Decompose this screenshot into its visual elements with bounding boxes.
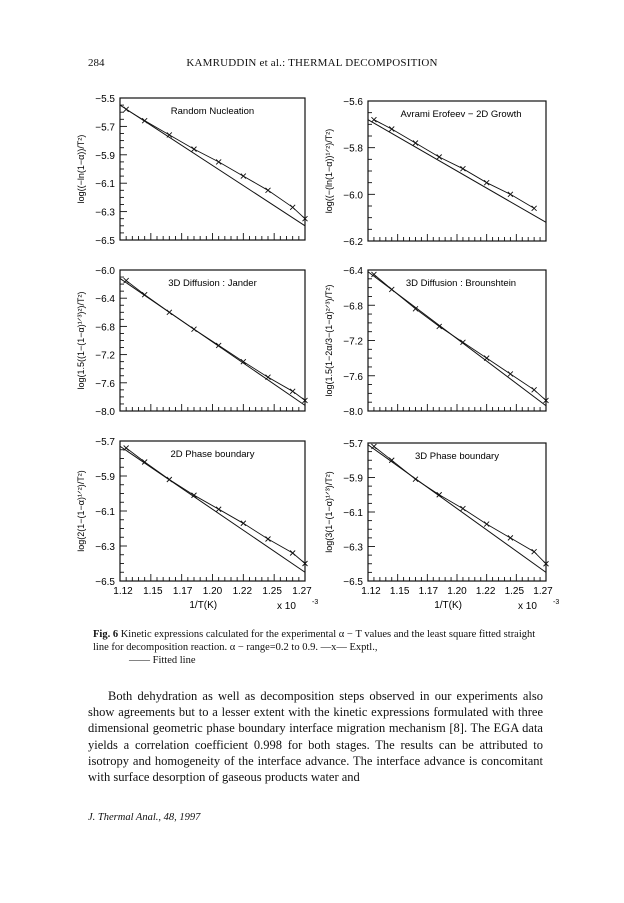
panel-3-ytick-label: −6.4 <box>95 294 115 306</box>
panel-6-xmult: x 10 <box>518 601 537 612</box>
body-paragraph <box>88 688 543 785</box>
panel-6-ytick-label: −5.7 <box>343 439 363 450</box>
panel-6-xlabel: 1/T(K) <box>434 600 462 611</box>
panel-6-ytick-label: −5.9 <box>343 473 363 485</box>
panel-1-ytick-label: −6.5 <box>95 236 115 247</box>
panel-1-ytick-label: −5.7 <box>95 122 115 134</box>
panel-6-xtick-label: 1.15 <box>389 586 410 597</box>
panel-2-exptl-point <box>389 127 394 132</box>
panel-5-ytick-label: −6.5 <box>95 577 115 588</box>
panel-2-exptl-point <box>460 166 465 171</box>
panel-4-exptl-point <box>532 387 537 392</box>
panel-6-exptl-point <box>484 522 489 527</box>
panel-1-frame <box>120 98 305 240</box>
panel-5-xmult: x 10 <box>277 601 296 612</box>
panel-4-ytick-label: −8.0 <box>343 407 363 418</box>
panel-5-ytick-label: −5.9 <box>95 472 115 483</box>
panel-6-exptl-point <box>371 444 376 449</box>
panel-3-title: 3D Diffusion : Jander <box>168 278 257 289</box>
footer-citation: J. Thermal Anal., 48, 1997 <box>88 812 201 823</box>
panel-5-fitted-line <box>120 446 305 572</box>
panel-1-exptl-line <box>126 109 305 218</box>
panel-6-xexp: -3 <box>553 599 560 606</box>
panel-5-xtick-label: 1.17 <box>172 586 193 597</box>
panel-5-xtick-label: 1.27 <box>292 586 312 597</box>
panel-5-exptl-point <box>124 446 129 451</box>
panel-6-ytick-label: −6.1 <box>343 508 363 519</box>
panel-5-xtick-label: 1.20 <box>202 586 223 597</box>
panel-5-exptl-line <box>126 448 305 564</box>
panel-5-xtick-label: 1.22 <box>232 586 253 597</box>
panel-2-title: Avrami Erofeev − 2D Growth <box>400 109 522 120</box>
panel-5-ytick-label: −6.3 <box>95 542 115 553</box>
panel-5-ytick-label: −5.7 <box>95 437 115 448</box>
panel-3-ytick-label: −6.8 <box>95 322 115 334</box>
panel-2-exptl-point <box>413 141 418 146</box>
panel-4-exptl-point <box>508 371 513 376</box>
panel-5-title: 2D Phase boundary <box>170 449 255 460</box>
panel-2-ylabel: log((−(ln(1−α))¹ᐟ²)/T²) <box>324 128 334 214</box>
panel-1-exptl-point <box>290 205 295 210</box>
figure-caption <box>93 628 553 667</box>
panel-6-ylabel: log(3(1−(1−α)¹ᐟ³)/T²) <box>324 471 334 553</box>
panel-5-exptl-point <box>266 537 271 542</box>
panel-5-xlabel: 1/T(K) <box>189 600 218 611</box>
panel-1-ytick-label: −6.3 <box>95 207 115 219</box>
panel-4-exptl-point <box>389 287 394 292</box>
panel-1-exptl-point <box>192 147 197 152</box>
panel-5-xexp: -3 <box>312 599 319 606</box>
panel-6-xtick-label: 1.17 <box>418 586 439 597</box>
panel-6-xtick-label: 1.27 <box>533 586 553 597</box>
caption-label: Fig. 6 <box>93 629 119 640</box>
panel-6-ytick-label: −6.3 <box>343 542 363 554</box>
panel-2-fitted-line <box>368 120 546 223</box>
panel-5-ylabel: log(2(1−(1−α)¹ᐟ²)/T²) <box>76 470 86 552</box>
caption-line2: —— Fitted line <box>129 655 196 666</box>
panel-5-exptl-point <box>241 521 246 526</box>
page-number: 284 <box>88 57 105 69</box>
panel-4-ytick-label: −6.4 <box>343 266 363 277</box>
panel-1-ylabel: log((−ln(1−α))/T²) <box>76 134 86 204</box>
panel-6-fitted-line <box>368 445 546 573</box>
panel-1-exptl-point <box>167 132 172 137</box>
panel-1-fitted-line <box>120 105 305 226</box>
paragraph-text: Both dehydration as well as decomposition steps observed in our experiments also show agreements but to a lesser extent with the kinetic expressions formulated with three dimensional geometric phase boundary interface migration mechanism [8]. The EGA data yields a correlation coefficient 0.998 for both stages. The results can be attributed to isotropy and homogeneity of the interface advance. The interface advance is concomitant with surface desorption of gaseous products water and <box>88 689 543 785</box>
panel-5-exptl-point <box>216 507 221 512</box>
panel-1-exptl-point <box>241 174 246 179</box>
panel-5-frame <box>120 441 305 581</box>
panel-6-exptl-point <box>508 535 513 540</box>
panel-4-ytick-label: −7.2 <box>343 336 363 348</box>
panel-6-ytick-label: −6.5 <box>343 577 363 588</box>
panel-2-ytick-label: −5.8 <box>343 143 363 155</box>
panel-1-exptl-point <box>266 188 271 193</box>
panel-3-exptl-point <box>192 327 197 332</box>
panel-3-ytick-label: −6.0 <box>95 266 115 277</box>
panel-5-exptl-point <box>167 477 172 482</box>
panel-2-exptl-point <box>371 117 376 122</box>
panel-2-exptl-point <box>508 192 513 197</box>
panel-4-title: 3D Diffusion : Brounshtein <box>405 278 517 289</box>
panel-5-exptl-point <box>290 551 295 556</box>
panel-6-xtick-label: 1.25 <box>504 586 525 597</box>
panel-2-exptl-point <box>484 180 489 185</box>
panel-5-xtick-label: 1.15 <box>143 586 163 597</box>
panel-3-exptl-point <box>167 310 172 315</box>
panel-2-ytick-label: −6.2 <box>343 237 363 248</box>
panel-6-xtick-label: 1.12 <box>361 586 381 597</box>
panel-4-ylabel: log(1.5(1−2α/3−(1−α)²ᐟ³)/T²) <box>324 284 334 397</box>
panel-3-ytick-label: −7.2 <box>95 350 115 362</box>
panel-3-exptl-point <box>266 375 271 380</box>
panel-5-ytick-label: −6.1 <box>95 507 115 518</box>
panel-4-exptl-line <box>374 274 546 400</box>
panel-5-xtick-label: 1.25 <box>262 586 282 597</box>
panel-6-title: 3D Phase boundary <box>415 451 499 462</box>
panel-2-ytick-label: −5.6 <box>343 97 363 108</box>
panel-6-exptl-line <box>374 446 546 563</box>
panel-5-xtick-label: 1.12 <box>113 586 133 597</box>
panel-1-ytick-label: −6.1 <box>95 179 115 191</box>
panel-4-ytick-label: −7.6 <box>343 371 363 383</box>
panel-3-ytick-label: −8.0 <box>95 407 115 418</box>
panel-6-xtick-label: 1.22 <box>475 586 496 597</box>
panel-3-ylabel: log(1.5((1−(1−α)¹ᐟ³)²)/T²) <box>76 291 86 390</box>
panel-1-exptl-point <box>142 118 147 123</box>
panel-1-ytick-label: −5.9 <box>95 150 115 162</box>
panel-2-ytick-label: −6.0 <box>343 190 363 202</box>
panel-3-frame <box>120 270 305 411</box>
panel-3-ytick-label: −7.6 <box>95 378 115 390</box>
panel-2-exptl-point <box>532 206 537 211</box>
panel-1-title: Random Nucleation <box>170 106 255 117</box>
panel-4-exptl-point <box>484 356 489 361</box>
running-title: KAMRUDDIN et al.: THERMAL DECOMPOSITION <box>186 57 438 69</box>
panel-4-frame <box>368 270 546 411</box>
panel-4-ytick-label: −6.8 <box>343 301 363 313</box>
panel-6-exptl-point <box>460 506 465 511</box>
caption-text: Kinetic expressions calculated for the experimental α − T values and the least square fitted straight line for decomposition reaction. α − range=0.2 to 0.9. —x— Exptl., <box>93 629 536 653</box>
panel-1-exptl-point <box>124 107 129 112</box>
panel-3-exptl-point <box>290 389 295 394</box>
panel-6-exptl-point <box>532 549 537 554</box>
panel-6-xtick-label: 1.20 <box>447 586 467 597</box>
panel-2-exptl-point <box>437 155 442 160</box>
panel-3-exptl-line <box>126 281 305 401</box>
panel-1-ytick-label: −5.5 <box>95 94 115 105</box>
panel-1-exptl-point <box>216 159 221 164</box>
panel-3-fitted-line <box>120 278 305 405</box>
panel-6-exptl-point <box>413 477 418 482</box>
